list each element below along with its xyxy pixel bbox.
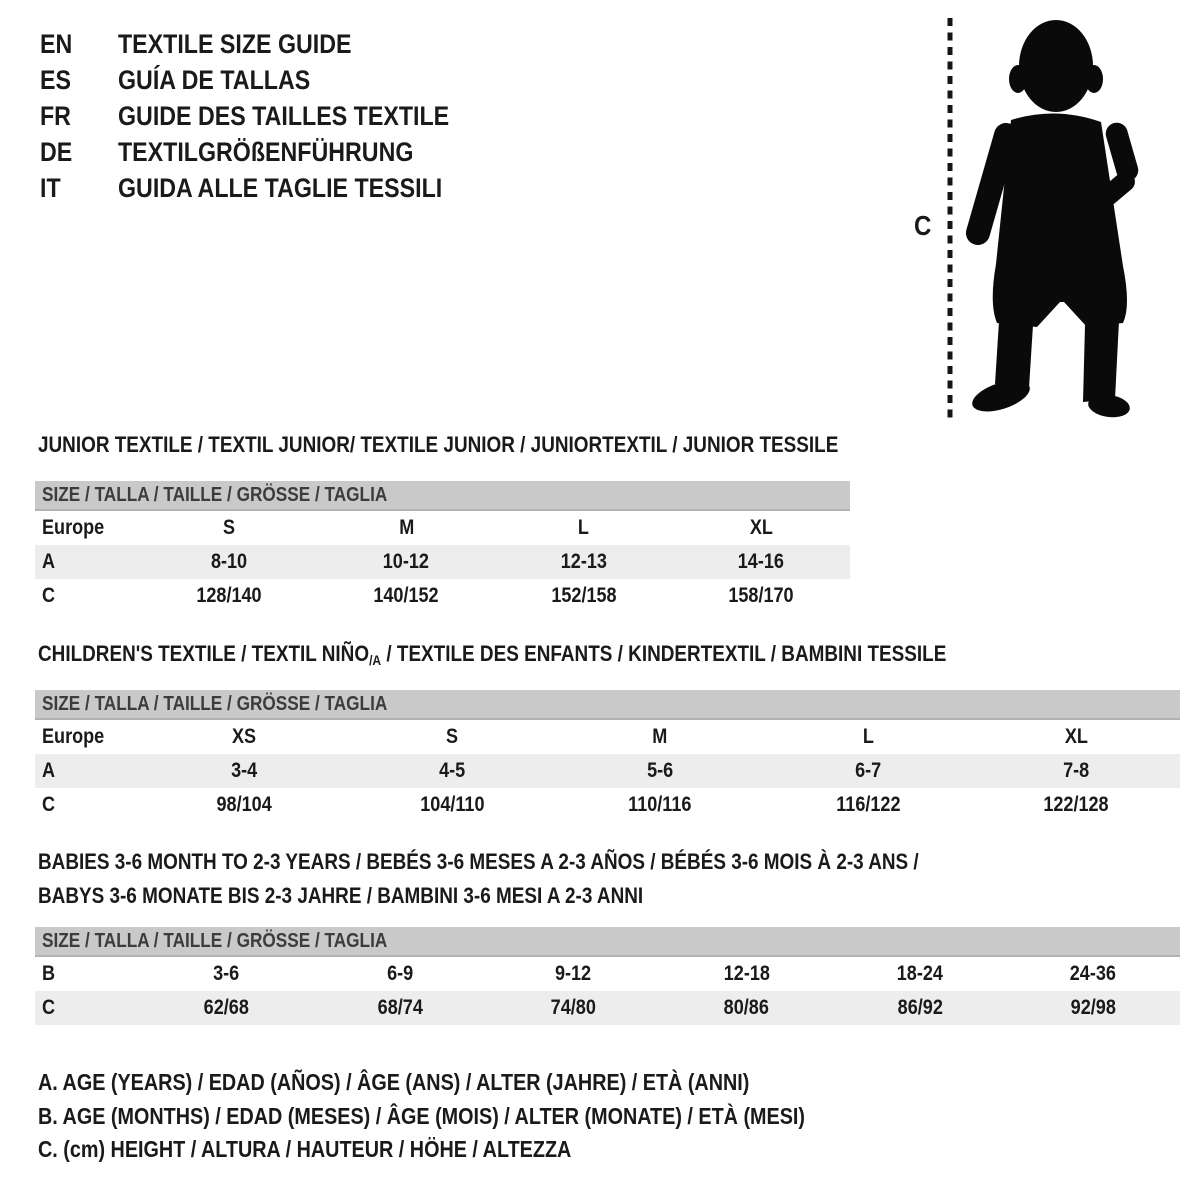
table-cell: 92/98 <box>1070 996 1116 1019</box>
table-cell: 68/74 <box>377 996 423 1019</box>
table-cell: 122/128 <box>1043 793 1109 816</box>
row-label: C <box>42 793 56 816</box>
size-column-header: L <box>578 516 590 539</box>
table-cell: 74/80 <box>550 996 596 1019</box>
table-row-age <box>35 545 850 579</box>
children-section-title: CHILDREN'S TEXTILE / TEXTIL $NIÑO_{/A}$ / TEXTILE DES ENFANTS / KINDERTEXTIL / BAMBINI TESSILE <box>38 641 947 668</box>
row-label: C <box>42 584 56 607</box>
table-cell: 3-6 <box>213 962 240 985</box>
table-cell: 7-8 <box>1062 759 1090 782</box>
table-cell: 12-13 <box>560 550 607 573</box>
table-cell: 104/110 <box>419 793 485 816</box>
measure-label-c: C <box>914 210 932 241</box>
table-cell: 158/170 <box>728 584 794 607</box>
row-label: A <box>42 759 56 782</box>
row-label: B <box>42 962 56 985</box>
table-cell: 14-16 <box>738 550 785 573</box>
legend-line-b: B. AGE (MONTHS) / EDAD (MESES) / ÂGE (MOIS) / ALTER (MONATE) / ETÀ (MESI) <box>38 1102 805 1129</box>
table-cell: 5-6 <box>646 759 674 782</box>
size-column-header: XS <box>231 725 257 748</box>
measurement-legend <box>38 1066 930 1167</box>
language-row-it <box>40 170 503 206</box>
size-column-header: S <box>445 725 459 748</box>
table-cell: 18-24 <box>896 962 944 985</box>
table-cell: 110/116 <box>628 793 692 816</box>
row-label: Europe <box>42 516 105 539</box>
size-column-header: XL <box>749 516 773 539</box>
size-column-header: M <box>398 516 414 539</box>
table-cell: 62/68 <box>204 996 250 1019</box>
table-row-height <box>35 579 850 613</box>
size-column-header: L <box>862 725 874 748</box>
table-row-europe <box>35 511 850 545</box>
language-code: EN <box>40 28 73 59</box>
table-cell: 116/122 <box>835 793 901 816</box>
table-cell: 98/104 <box>216 793 272 816</box>
guide-title-en: TEXTILE SIZE GUIDE <box>118 28 352 59</box>
size-header-band <box>35 690 1180 720</box>
language-row-es <box>40 62 503 98</box>
guide-title-it: GUIDA ALLE TAGLIE TESSILI <box>118 172 443 203</box>
junior-size-table <box>35 481 850 613</box>
table-row-height <box>35 991 1180 1025</box>
guide-title-fr: GUIDE DES TAILLES TEXTILE <box>118 100 450 131</box>
language-code: IT <box>40 172 61 203</box>
table-cell: 128/140 <box>196 584 262 607</box>
table-row-height <box>35 788 1180 822</box>
nino-a-subscript: /A <box>369 652 382 668</box>
size-header-label: SIZE / TALLA / TAILLE / GRÖSSE / TAGLIA <box>42 929 388 952</box>
table-cell: 10-12 <box>383 550 430 573</box>
row-label: A <box>42 550 56 573</box>
size-header-label: SIZE / TALLA / TAILLE / GRÖSSE / TAGLIA <box>42 692 388 715</box>
table-cell: 6-7 <box>854 759 882 782</box>
size-header-band <box>35 481 850 511</box>
size-header-band <box>35 927 1180 957</box>
table-row-age <box>35 754 1180 788</box>
table-cell: 6-9 <box>386 962 414 985</box>
language-code: ES <box>40 64 71 95</box>
size-header-label: SIZE / TALLA / TAILLE / GRÖSSE / TAGLIA <box>42 483 388 506</box>
table-cell: 3-4 <box>230 759 258 782</box>
table-cell: 8-10 <box>210 550 247 573</box>
language-row-en <box>40 26 503 62</box>
language-code: DE <box>40 136 73 167</box>
babies-section-title: BABIES 3-6 MONTH TO 2-3 YEARS / BEBÉS 3-6 MESES A 2-3 AÑOS / BÉBÉS 3-6 MOIS À 2-3 ANS / BABYS 3-6 MONATE BIS 2-3 JAHRE / BAMBINI 3-6 MESI A 2-3 ANNI <box>38 849 919 908</box>
table-cell: 86/92 <box>897 996 943 1019</box>
row-label: C <box>42 996 56 1019</box>
junior-section-title: JUNIOR TEXTILE / TEXTIL JUNIOR/ TEXTILE JUNIOR / JUNIORTEXTIL / JUNIOR TESSILE <box>38 432 839 457</box>
babies-size-table <box>35 927 1180 1025</box>
table-cell: 12-18 <box>723 962 770 985</box>
language-row-fr <box>40 98 503 134</box>
language-title-list <box>40 26 503 206</box>
table-cell: 152/158 <box>551 584 617 607</box>
table-row-europe <box>35 720 1180 754</box>
row-label: Europe <box>42 725 105 748</box>
language-row-de <box>40 134 503 170</box>
table-cell: 24-36 <box>1070 962 1117 985</box>
legend-line-a: A. AGE (YEARS) / EDAD (AÑOS) / ÂGE (ANS) / ALTER (JAHRE) / ETÀ (ANNI) <box>38 1069 750 1095</box>
size-column-header: S <box>222 516 235 539</box>
size-column-header: XL <box>1064 725 1088 748</box>
guide-title-de: TEXTILGRÖßENFÜHRUNG <box>118 136 414 167</box>
children-size-table <box>35 690 1180 822</box>
language-code: FR <box>40 100 71 131</box>
guide-title-es: GUÍA DE TALLAS <box>118 64 311 95</box>
height-measure-dashed-line <box>946 16 954 420</box>
table-cell: 140/152 <box>373 584 439 607</box>
table-cell: 4-5 <box>438 759 466 782</box>
table-cell: 80/86 <box>724 996 770 1019</box>
size-column-header: M <box>652 725 668 748</box>
table-cell: 9-12 <box>555 962 592 985</box>
legend-line-c: C. (cm) HEIGHT / ALTURA / HAUTEUR / HÖHE / ALTEZZA <box>38 1136 572 1162</box>
table-row-age-months <box>35 957 1180 991</box>
toddler-silhouette-icon <box>965 16 1145 420</box>
